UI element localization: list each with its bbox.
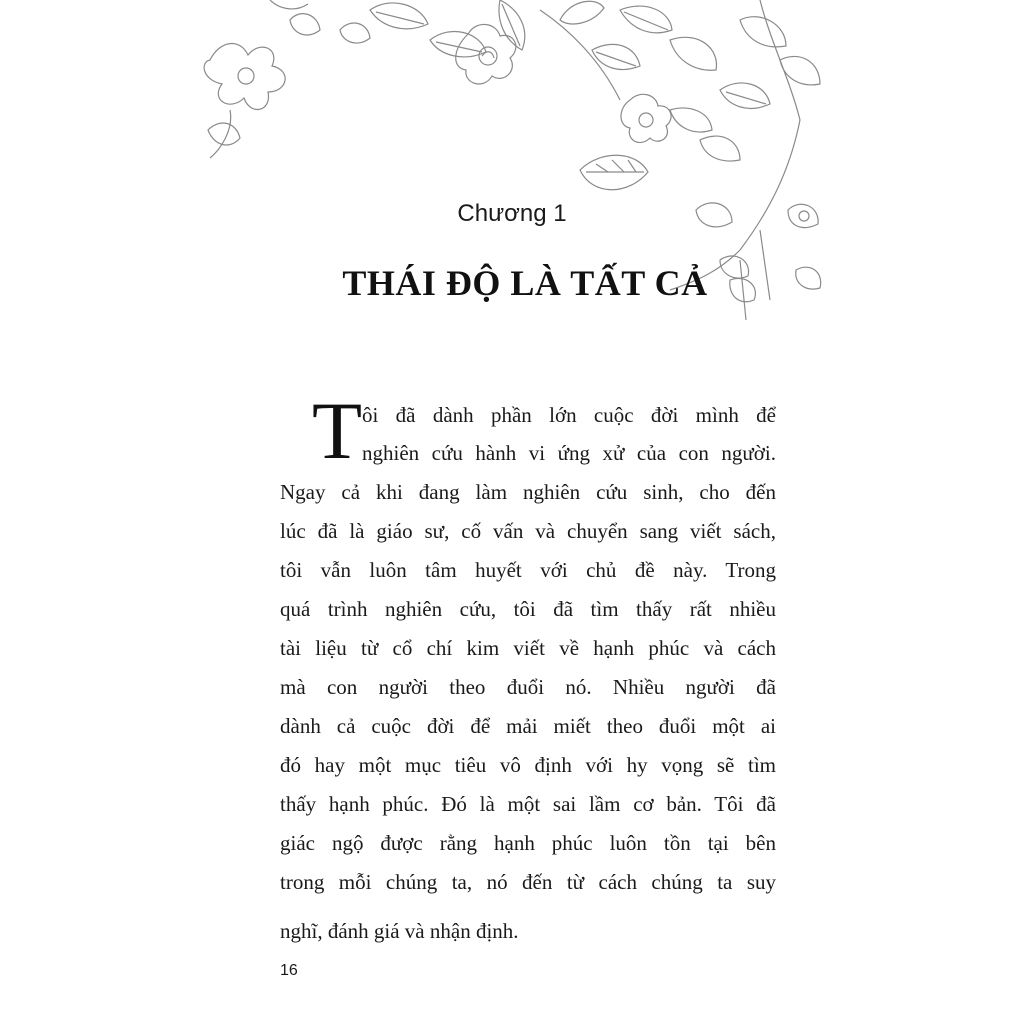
text-line: giác ngộ được rằng hạnh phúc luôn tồn tại bên [280,831,776,855]
flower-right-icon [580,94,740,189]
text-line: tài liệu từ cổ chí kim viết về hạnh phúc và cách [280,636,776,660]
text-line: ôi đã dành phần lớn cuộc đời mình để [362,403,776,427]
text-line: đó hay một mục tiêu vô định với hy vọng sẽ tìm [280,753,776,777]
flower-left-icon [204,44,285,158]
text-line: thấy hạnh phúc. Đó là một sai lầm cơ bản. Tôi đã [280,792,776,816]
text-line: quá trình nghiên cứu, tôi đã tìm thấy rất nhiều [280,597,776,621]
text-line: nghiên cứu hành vi ứng xử của con người. [362,441,776,465]
text-line: lúc đã là giáo sư, cố vấn và chuyển sang viết sách, [280,519,776,543]
text-line: nghĩ, đánh giá và nhận định. [280,919,519,943]
text-line: mà con người theo đuổi nó. Nhiều người đã [280,675,776,699]
branch-right-icon [540,0,820,120]
page-number: 16 [280,962,298,979]
text-line: trong mỗi chúng ta, nó đến từ cách chúng ta suy [280,870,776,894]
chapter-title: THÁI ĐỘ LÀ TẤT CẢ [342,263,708,303]
drop-cap: T [312,385,363,476]
text-line: Ngay cả khi đang làm nghiên cứu sinh, cho đến [280,480,776,504]
leaf-cluster-icon [370,0,525,57]
text-line: tôi vẫn luôn tâm huyết với chủ đề này. Trong [280,558,776,582]
chapter-label: Chương 1 [457,200,567,227]
flower-top-left-icon [270,0,370,43]
text-line: dành cả cuộc đời để mải miết theo đuổi một ai [280,714,776,738]
